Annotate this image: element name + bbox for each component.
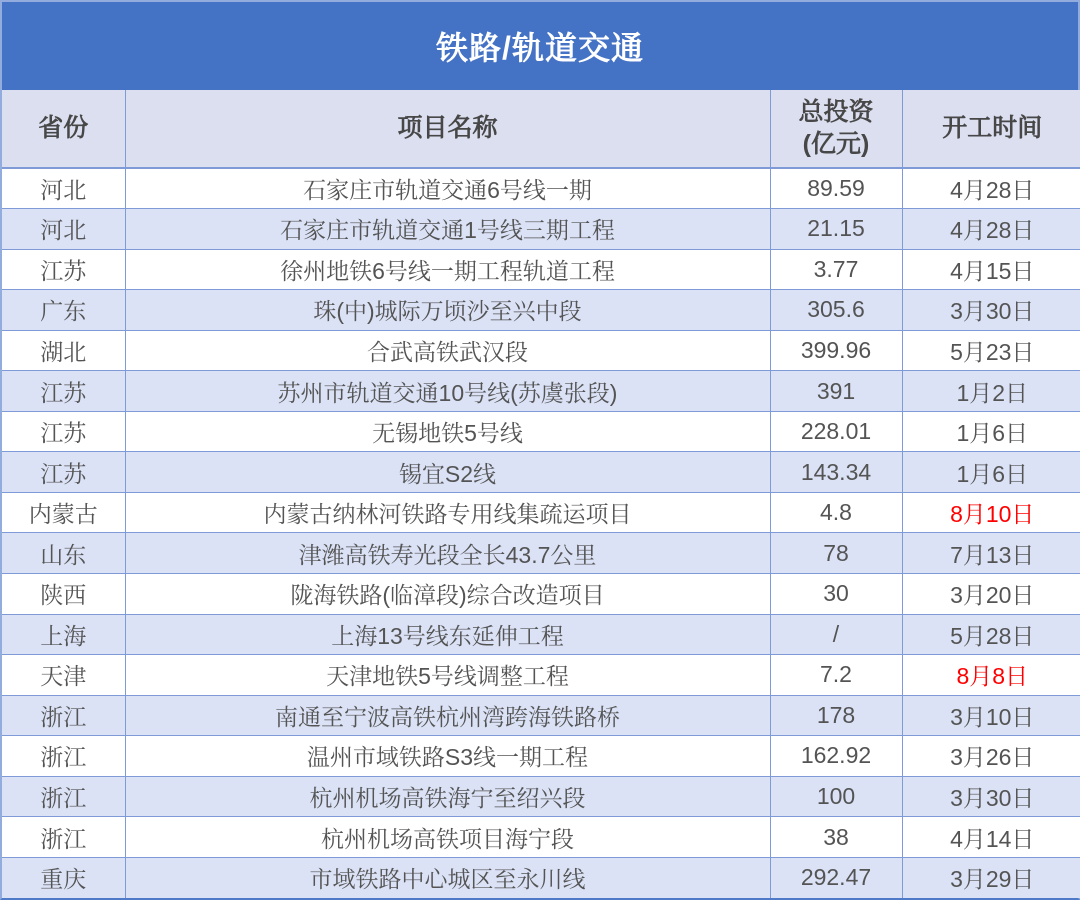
project-name-cell: 苏州市轨道交通10号线(苏虞张段)	[125, 371, 770, 412]
start-date-cell: 4月28日	[902, 168, 1080, 209]
project-name-cell: 锡宜S2线	[125, 452, 770, 493]
investment-header-line1: 总投资	[798, 98, 874, 127]
table-row	[2, 168, 1080, 209]
table-row	[2, 655, 1080, 696]
project-name-cell: 无锡地铁5号线	[125, 411, 770, 452]
start-date-cell: 5月23日	[902, 330, 1080, 371]
table-row	[2, 533, 1080, 574]
project-name-cell: 上海13号线东延伸工程	[125, 614, 770, 655]
table-row	[2, 695, 1080, 736]
project-name-cell: 合武高铁武汉段	[125, 330, 770, 371]
province-cell: 广东	[2, 290, 125, 331]
project-name-cell: 温州市域铁路S3线一期工程	[125, 736, 770, 777]
projects-table	[2, 90, 1080, 898]
province-cell: 内蒙古	[2, 492, 125, 533]
start-date-cell: 4月15日	[902, 249, 1080, 290]
table-row	[2, 452, 1080, 493]
table-row	[2, 736, 1080, 777]
investment-cell: 399.96	[770, 330, 902, 371]
province-cell: 陕西	[2, 573, 125, 614]
table-title-bar	[2, 2, 1078, 90]
investment-cell: 4.8	[770, 492, 902, 533]
investment-cell: 100	[770, 776, 902, 817]
project-name-cell: 陇海铁路(临漳段)综合改造项目	[125, 573, 770, 614]
investment-cell: 391	[770, 371, 902, 412]
start-date-cell: 3月26日	[902, 736, 1080, 777]
start-date-cell: 8月8日	[902, 655, 1080, 696]
start-date-cell: 3月20日	[902, 573, 1080, 614]
project-name-cell: 石家庄市轨道交通6号线一期	[125, 168, 770, 209]
project-name-cell: 杭州机场高铁海宁至绍兴段	[125, 776, 770, 817]
table-row	[2, 249, 1080, 290]
start-date-cell: 8月10日	[902, 492, 1080, 533]
province-cell: 浙江	[2, 817, 125, 858]
investment-cell: 30	[770, 573, 902, 614]
column-header-start-date: 开工时间	[902, 90, 1080, 168]
province-cell: 河北	[2, 209, 125, 250]
start-date-cell: 3月29日	[902, 857, 1080, 898]
start-date-cell: 1月2日	[902, 371, 1080, 412]
table-row	[2, 411, 1080, 452]
investment-cell: 305.6	[770, 290, 902, 331]
project-name-cell: 津潍高铁寿光段全长43.7公里	[125, 533, 770, 574]
table-row	[2, 290, 1080, 331]
start-date-cell: 4月14日	[902, 817, 1080, 858]
province-cell: 江苏	[2, 371, 125, 412]
province-cell: 浙江	[2, 736, 125, 777]
start-date-cell: 1月6日	[902, 411, 1080, 452]
investment-cell: 38	[770, 817, 902, 858]
investment-cell: 3.77	[770, 249, 902, 290]
table-row	[2, 857, 1080, 898]
start-date-cell: 7月13日	[902, 533, 1080, 574]
province-cell: 江苏	[2, 452, 125, 493]
table-body	[2, 168, 1080, 898]
province-cell: 江苏	[2, 249, 125, 290]
header-row	[2, 90, 1080, 168]
table-row	[2, 614, 1080, 655]
table-row	[2, 492, 1080, 533]
investment-cell: 292.47	[770, 857, 902, 898]
province-cell: 上海	[2, 614, 125, 655]
column-header-project: 项目名称	[125, 90, 770, 168]
start-date-cell: 5月28日	[902, 614, 1080, 655]
investment-header-line2: (亿元)	[802, 129, 870, 158]
project-name-cell: 天津地铁5号线调整工程	[125, 655, 770, 696]
province-cell: 浙江	[2, 695, 125, 736]
project-name-cell: 南通至宁波高铁杭州湾跨海铁路桥	[125, 695, 770, 736]
column-header-investment	[770, 90, 902, 168]
table-row	[2, 330, 1080, 371]
table-row	[2, 573, 1080, 614]
investment-cell: 89.59	[770, 168, 902, 209]
start-date-cell: 3月10日	[902, 695, 1080, 736]
province-cell: 浙江	[2, 776, 125, 817]
table-row	[2, 817, 1080, 858]
project-name-cell: 杭州机场高铁项目海宁段	[125, 817, 770, 858]
project-name-cell: 内蒙古纳林河铁路专用线集疏运项目	[125, 492, 770, 533]
province-cell: 天津	[2, 655, 125, 696]
investment-cell: 143.34	[770, 452, 902, 493]
province-cell: 山东	[2, 533, 125, 574]
province-cell: 重庆	[2, 857, 125, 898]
project-name-cell: 珠(中)城际万顷沙至兴中段	[125, 290, 770, 331]
investment-cell: 178	[770, 695, 902, 736]
province-cell: 江苏	[2, 411, 125, 452]
project-name-cell: 石家庄市轨道交通1号线三期工程	[125, 209, 770, 250]
investment-cell: 162.92	[770, 736, 902, 777]
start-date-cell: 4月28日	[902, 209, 1080, 250]
table-row	[2, 371, 1080, 412]
table-row	[2, 209, 1080, 250]
start-date-cell: 3月30日	[902, 290, 1080, 331]
province-cell: 河北	[40, 177, 87, 204]
table-row	[2, 776, 1080, 817]
table-title: 铁路/轨道交通	[436, 30, 644, 66]
investment-cell: 21.15	[770, 209, 902, 250]
investment-cell: 7.2	[770, 655, 902, 696]
investment-cell: 78	[770, 533, 902, 574]
project-name-cell: 徐州地铁6号线一期工程轨道工程	[125, 249, 770, 290]
table-header	[2, 90, 1080, 168]
start-date-cell: 3月30日	[902, 776, 1080, 817]
column-header-province: 省份	[2, 90, 125, 168]
project-name-cell: 市域铁路中心城区至永川线	[125, 857, 770, 898]
investment-cell: /	[770, 614, 902, 655]
province-cell: 湖北	[2, 330, 125, 371]
start-date-cell: 1月6日	[902, 452, 1080, 493]
investment-cell: 228.01	[770, 411, 902, 452]
